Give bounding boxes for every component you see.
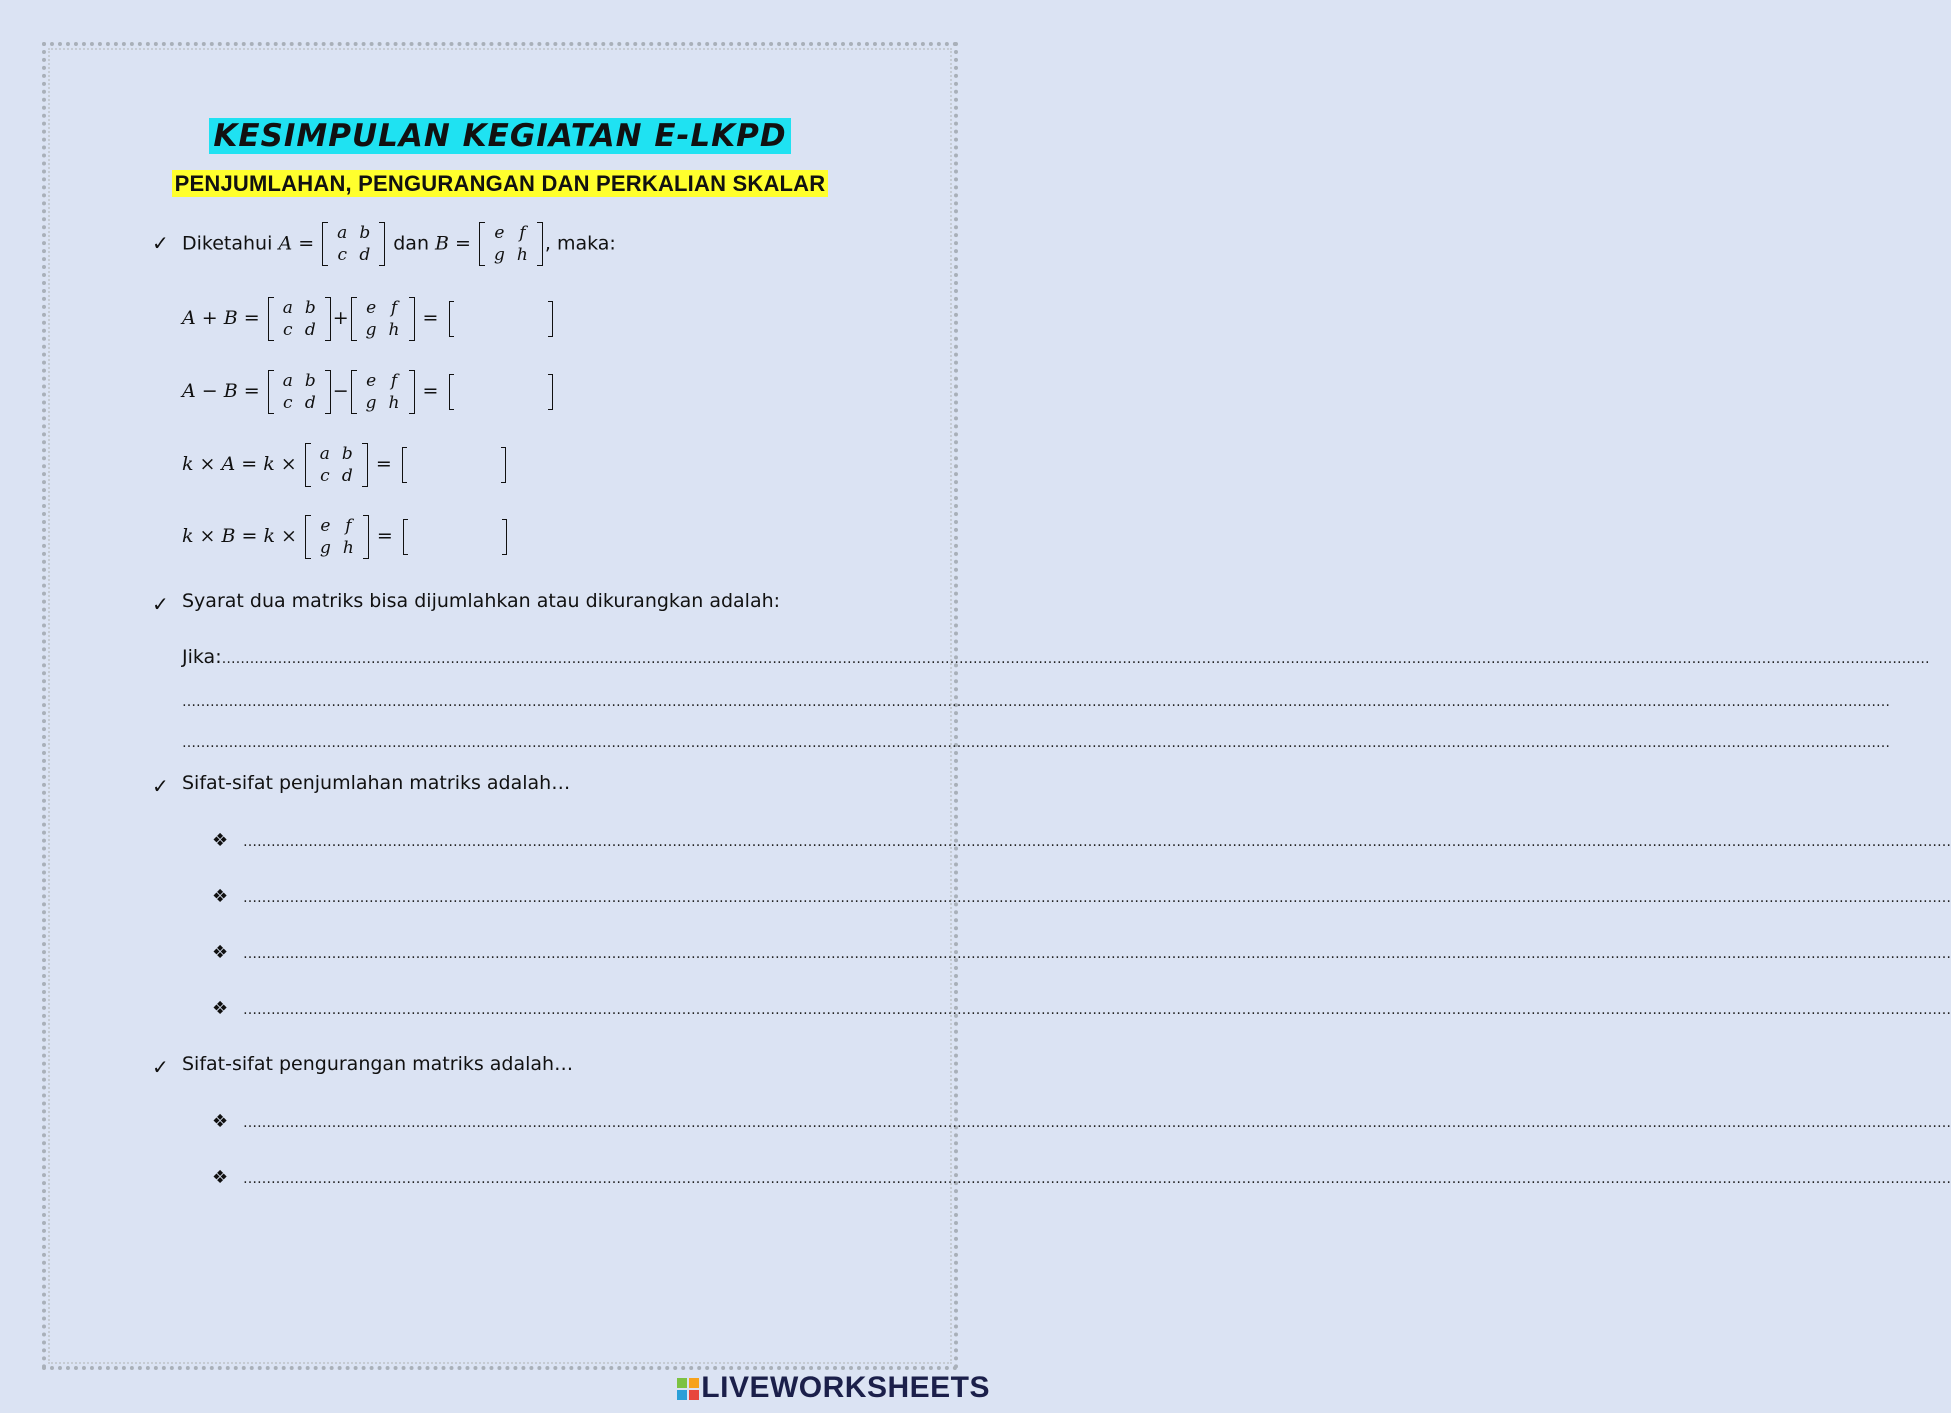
matrix-entry: h (388, 393, 400, 413)
matrix-entry: c (283, 320, 293, 340)
equals-sign: = (422, 380, 439, 402)
checkmark-icon: ✓ (152, 1055, 169, 1079)
matrix-entry: g (365, 393, 377, 413)
answer-matrix-ka[interactable] (402, 447, 506, 483)
answer-matrix-sub[interactable] (449, 374, 553, 410)
matrix-entry: f (519, 223, 526, 243)
minus-sign: − (332, 380, 349, 402)
equation-lhs: k × A = k × (182, 453, 297, 475)
given-line (182, 222, 616, 266)
diamond-bullet-icon: ❖ (212, 886, 229, 907)
dotted-answer-line[interactable]: …………………………………………………………………………………………………………………………………………………………………………………………………………………………………………………………………………………………………………………………………… (243, 1002, 1951, 1018)
liveworksheets-logo (677, 1371, 990, 1405)
matrix-entry: f (390, 371, 398, 391)
diamond-bullet-icon: ❖ (212, 998, 229, 1019)
equals-sign: = (375, 453, 392, 475)
watermark-text: LIVEWORKSHEETS (701, 1371, 990, 1404)
equation-add (182, 297, 553, 341)
dotted-answer-line[interactable]: …………………………………………………………………………………………………………………………………………………………………………………………………………………………………………………………………………………………………………………………………… (243, 946, 1951, 962)
equation-scalar-a (182, 443, 506, 487)
given-intro: Diketahui (182, 232, 273, 255)
matrix-b (305, 515, 369, 559)
dotted-answer-line: …………………………………………………………………………………………………………………………………………………………………………………………………………………………………………………………………………………………………………………………………… (221, 651, 1930, 667)
equals-sign: = (422, 307, 439, 329)
matrix-entry: d (304, 320, 316, 340)
matrix-entry: c (337, 245, 347, 265)
matrix-entry: h (388, 320, 400, 340)
matrix-entry: c (283, 393, 293, 413)
matrix-entry: a (337, 223, 348, 243)
item-penjumlahan-text: Sifat-sifat penjumlahan matriks adalah… (182, 772, 571, 794)
dotted-answer-line[interactable]: …………………………………………………………………………………………………………………………………………………………………………………………………………………………………………………………………………………………………………………………………… (243, 890, 1951, 906)
label-b: B = (435, 232, 471, 255)
matrix-a (322, 222, 385, 266)
equation-sub (182, 370, 553, 414)
matrix-entry: e (366, 298, 377, 318)
diamond-bullet-icon: ❖ (212, 1167, 229, 1188)
matrix-entry: f (390, 298, 398, 318)
matrix-a (305, 443, 368, 487)
given-dan: dan (393, 232, 429, 255)
equation-scalar-b (182, 515, 507, 559)
liveworksheets-logo-icon (677, 1378, 699, 1400)
plus-sign: + (332, 307, 349, 329)
item-pengurangan-text: Sifat-sifat pengurangan matriks adalah… (182, 1053, 574, 1075)
equation-lhs: k × B = k × (182, 525, 297, 547)
matrix-entry: g (320, 538, 331, 558)
page-title-wrap (0, 118, 1000, 154)
matrix-entry: d (341, 466, 353, 486)
matrix-b (351, 370, 415, 414)
given-maka: , maka: (544, 232, 616, 255)
matrix-b (351, 297, 415, 341)
matrix-a (268, 370, 331, 414)
matrix-entry: b (304, 298, 316, 318)
jika-label: Jika: (182, 646, 222, 668)
item-syarat-text: Syarat dua matriks bisa dijumlahkan atau dikurangkan adalah: (182, 590, 781, 612)
matrix-entry: h (516, 245, 528, 265)
answer-matrix-add[interactable] (449, 301, 553, 337)
dotted-answer-line[interactable]: …………………………………………………………………………………………………………………………………………………………………………………………………………………………………………………………………………………………………………………………………… (243, 834, 1951, 850)
matrix-entry: e (366, 371, 377, 391)
matrix-entry: b (359, 223, 371, 243)
jika-line[interactable] (182, 646, 1930, 668)
dotted-answer-line[interactable]: …………………………………………………………………………………………………………………………………………………………………………………………………………………………………………………………………………………………………………………………………… (243, 1115, 1951, 1131)
equation-lhs: A + B = (182, 307, 260, 329)
checkmark-icon: ✓ (152, 231, 169, 255)
matrix-entry: h (342, 538, 354, 558)
matrix-entry: f (345, 516, 352, 536)
page-subtitle: PENJUMLAHAN, PENGURANGAN DAN PERKALIAN SKALAR (172, 170, 829, 197)
matrix-entry: a (282, 371, 293, 391)
matrix-entry: e (494, 223, 505, 243)
matrix-entry: c (320, 466, 330, 486)
matrix-entry: b (304, 371, 316, 391)
matrix-b (479, 222, 543, 266)
answer-matrix-kb[interactable] (403, 519, 507, 555)
checkmark-icon: ✓ (152, 774, 169, 798)
equals-sign: = (376, 525, 393, 547)
equation-lhs: A − B = (182, 380, 260, 402)
diamond-bullet-icon: ❖ (212, 1111, 229, 1132)
matrix-a (268, 297, 331, 341)
matrix-entry: g (494, 245, 505, 265)
dotted-answer-line[interactable]: …………………………………………………………………………………………………………………………………………………………………………………………………………………………………………………………………………………………………………………………………… (182, 694, 1890, 710)
matrix-entry: d (359, 245, 371, 265)
matrix-entry: g (365, 320, 377, 340)
matrix-entry: e (320, 516, 331, 536)
matrix-entry: b (341, 444, 353, 464)
diamond-bullet-icon: ❖ (212, 830, 229, 851)
dotted-answer-line[interactable]: …………………………………………………………………………………………………………………………………………………………………………………………………………………………………………………………………………………………………………………………………… (182, 735, 1890, 751)
matrix-entry: a (319, 444, 330, 464)
matrix-entry: a (282, 298, 293, 318)
checkmark-icon: ✓ (152, 592, 169, 616)
dotted-answer-line[interactable]: …………………………………………………………………………………………………………………………………………………………………………………………………………………………………………………………………………………………………………………………………… (243, 1171, 1951, 1187)
matrix-entry: d (304, 393, 316, 413)
diamond-bullet-icon: ❖ (212, 942, 229, 963)
page-title: KESIMPULAN KEGIATAN E-LKPD (209, 118, 790, 154)
label-a: A = (278, 232, 315, 255)
page-subtitle-wrap (0, 171, 1000, 197)
